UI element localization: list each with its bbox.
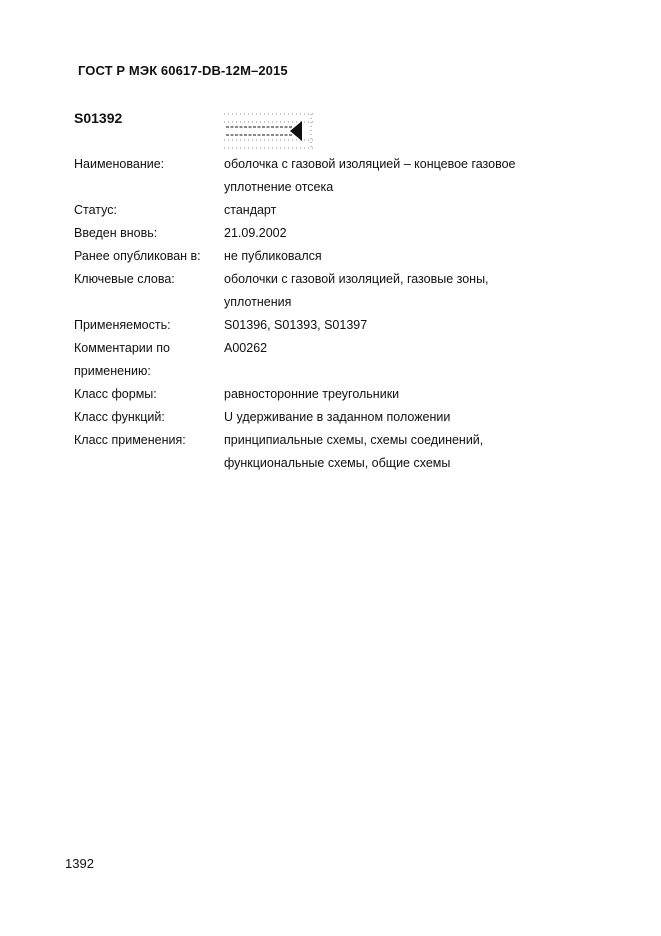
property-value	[224, 383, 594, 406]
property-value	[224, 222, 594, 245]
property-value-line: 21.09.2002	[224, 226, 287, 240]
properties-table	[74, 153, 594, 475]
property-label: Комментарии по применению:	[74, 341, 170, 378]
property-label: Статус:	[74, 203, 117, 217]
property-value-line: стандарт	[224, 203, 277, 217]
property-value	[224, 245, 594, 268]
property-label: Класс функций:	[74, 410, 165, 424]
symbol-graphic	[222, 112, 318, 152]
property-value-line: уплотнения	[224, 295, 292, 309]
property-value	[224, 406, 594, 429]
property-value	[224, 314, 594, 337]
property-row	[74, 314, 594, 337]
property-value-line: A00262	[224, 341, 268, 355]
page-header: ГОСТ Р МЭК 60617-DB-12M–2015	[78, 63, 288, 78]
property-label: Наименование:	[74, 157, 165, 171]
property-value-line: функциональные схемы, общие схемы	[224, 456, 451, 470]
property-label: Применяемость:	[74, 318, 171, 332]
property-value	[224, 199, 594, 222]
property-value-line: равносторонние треугольники	[224, 387, 400, 401]
property-value-line: оболочки с газовой изоляцией, газовые зоны,	[224, 272, 489, 286]
property-value	[224, 429, 594, 475]
property-row	[74, 383, 594, 406]
property-label: Класс применения:	[74, 433, 186, 447]
property-value-line: принципиальные схемы, схемы соединений,	[224, 433, 484, 447]
property-row	[74, 406, 594, 429]
property-value-line: U удерживание в заданном положении	[224, 410, 451, 424]
property-label: Введен вновь:	[74, 226, 158, 240]
property-value	[224, 268, 594, 314]
property-row	[74, 337, 594, 383]
property-value-line: не публиковался	[224, 249, 322, 263]
property-value	[224, 337, 594, 383]
property-row	[74, 199, 594, 222]
property-label: Ключевые слова:	[74, 272, 175, 286]
page-number: 1392	[65, 856, 94, 871]
property-value-line: S01396, S01393, S01397	[224, 318, 368, 332]
property-row	[74, 153, 594, 199]
property-row	[74, 429, 594, 475]
property-label: Ранее опубликован в:	[74, 249, 201, 263]
property-value	[224, 153, 594, 199]
symbol-id: S01392	[74, 110, 123, 126]
property-row	[74, 245, 594, 268]
property-value-line: уплотнение отсека	[224, 180, 334, 194]
property-value-line: оболочка с газовой изоляцией – концевое газовое	[224, 157, 516, 171]
property-row	[74, 268, 594, 314]
property-row	[74, 222, 594, 245]
triangle-seal-shape	[290, 121, 302, 141]
property-label: Класс формы:	[74, 387, 157, 401]
